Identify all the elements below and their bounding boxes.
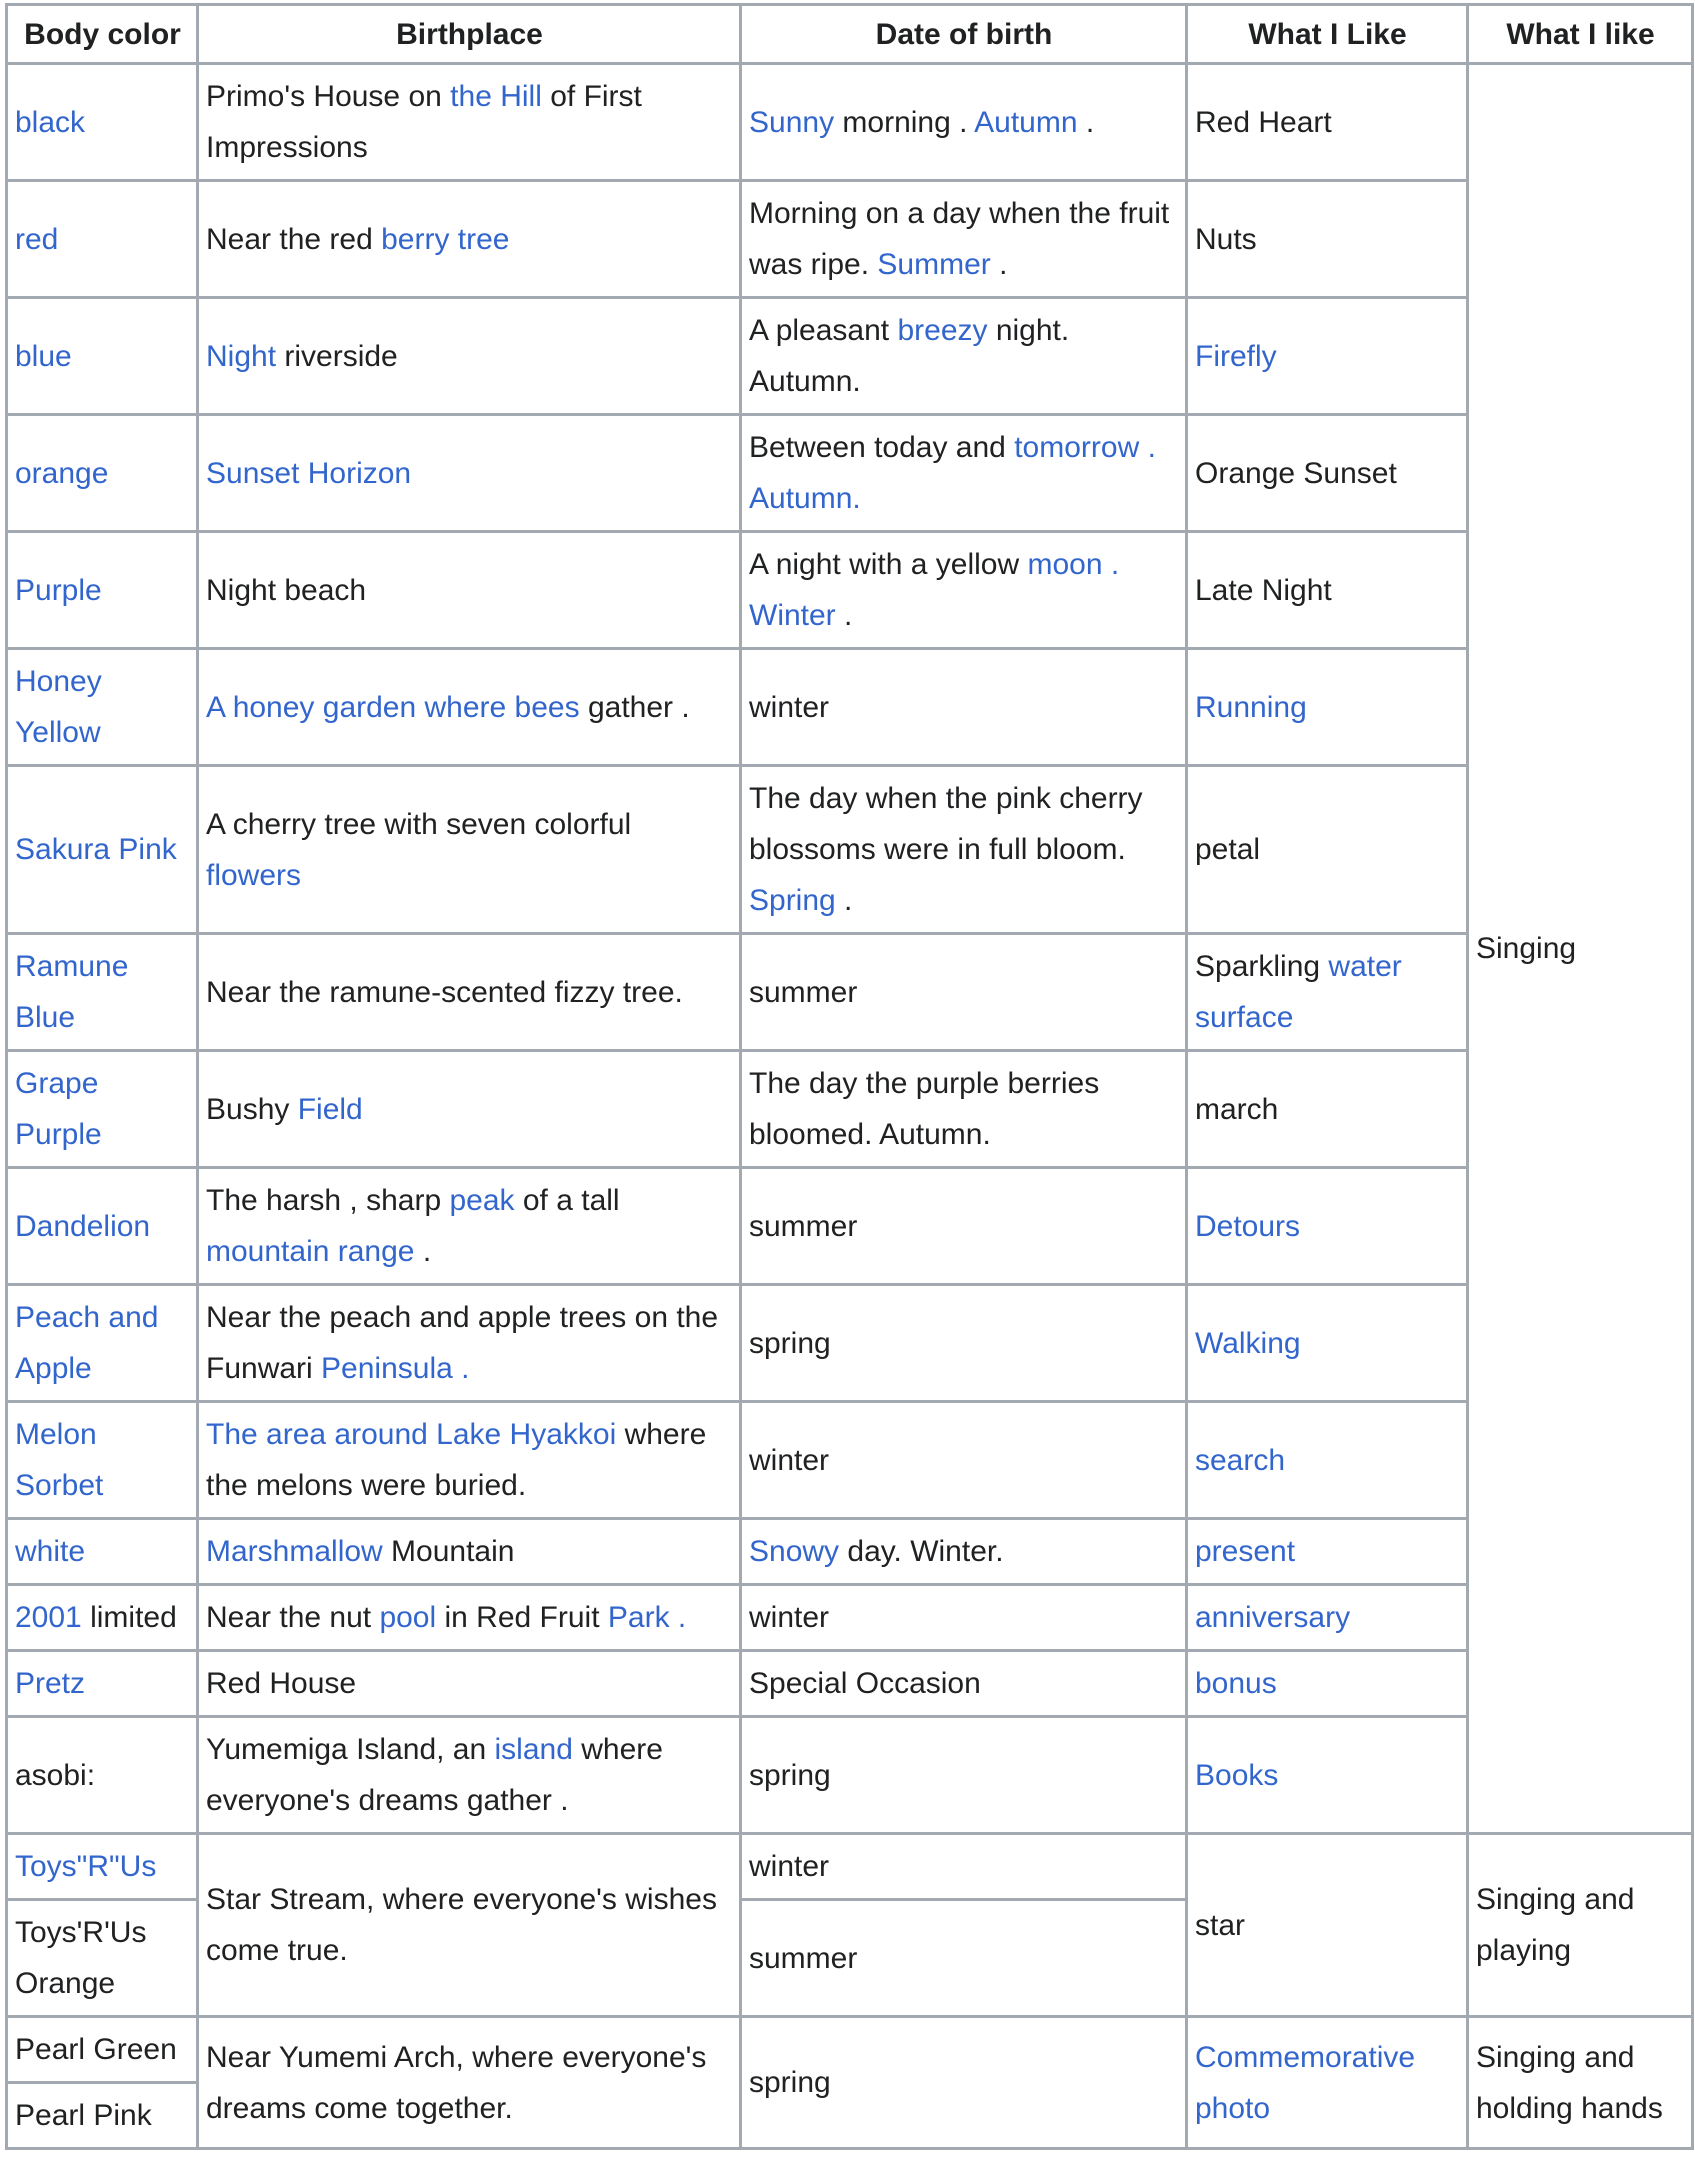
body-color-cell: [7, 1585, 198, 1651]
cell-link[interactable]: mountain range: [206, 1235, 415, 1268]
cell-link[interactable]: Night: [206, 339, 277, 373]
cell-text: gather .: [579, 690, 690, 724]
cell-text: winter: [749, 1443, 830, 1477]
birthplace-cell: [198, 766, 741, 934]
date-of-birth-cell: [741, 1834, 1187, 1900]
cell-link[interactable]: blue: [15, 339, 72, 373]
cell-text: Nuts: [1195, 222, 1257, 256]
cell-text: Morning on a day when the fruit was ripe.: [749, 197, 1170, 281]
body-color-cell: [7, 181, 198, 298]
cell-link[interactable]: Marshmallow: [206, 1535, 383, 1568]
cell-text: Yumemiga Island, an: [206, 1733, 495, 1766]
cell-link[interactable]: breezy: [897, 314, 988, 347]
cell-text: spring: [749, 2066, 831, 2099]
cell-link[interactable]: search: [1195, 1443, 1286, 1477]
cell-link[interactable]: flowers: [206, 858, 302, 892]
cell-link[interactable]: Pretz: [15, 1667, 86, 1700]
header-what-i-like-2: What I like: [1468, 5, 1693, 64]
cell-link[interactable]: water surface: [1195, 950, 1402, 1034]
what-i-like-cell: [1187, 1519, 1468, 1585]
cell-text: .: [414, 1235, 432, 1268]
body-color-cell: [7, 1051, 198, 1168]
what-i-like-cell: [1187, 532, 1468, 649]
cell-text: The harsh , sharp: [206, 1184, 450, 1217]
body-color-cell: [7, 934, 198, 1051]
cell-link[interactable]: Autumn: [974, 105, 1078, 139]
date-of-birth-cell: [741, 1519, 1187, 1585]
cell-link[interactable]: Purple: [15, 573, 102, 607]
cell-text: .: [1077, 105, 1095, 139]
what-i-like-cell: [1187, 1168, 1468, 1285]
date-of-birth-cell: [741, 415, 1187, 532]
cell-link[interactable]: tomorrow . Autumn.: [749, 431, 1156, 515]
cell-link[interactable]: Summer: [877, 248, 991, 281]
table-row: [7, 181, 1693, 298]
cell-link[interactable]: Running: [1195, 690, 1307, 724]
cell-text: Between today and: [749, 431, 1015, 464]
table-row: [7, 1585, 1693, 1651]
cell-text: summer: [749, 1941, 858, 1975]
cell-link[interactable]: Field: [297, 1092, 363, 1126]
cell-link[interactable]: Commemorative photo: [1195, 2040, 1416, 2125]
cell-link[interactable]: Dandelion: [15, 1209, 151, 1243]
birthplace-cell: [198, 1717, 741, 1834]
cell-link[interactable]: Melon Sorbet: [15, 1418, 104, 1502]
cell-text: spring: [749, 1326, 831, 1360]
date-of-birth-cell: [741, 766, 1187, 934]
cell-text: spring: [749, 1758, 831, 1792]
body-color-cell: [7, 766, 198, 934]
birthplace-cell: [198, 1168, 741, 1285]
cell-text: night. Autumn.: [749, 314, 1070, 398]
body-color-cell: [7, 1651, 198, 1717]
what-i-like-2-cell: [1468, 2017, 1693, 2149]
cell-link[interactable]: Grape Purple: [15, 1067, 102, 1151]
body-color-cell: [7, 1168, 198, 1285]
date-of-birth-cell: [741, 1285, 1187, 1402]
date-of-birth-cell: [741, 2017, 1187, 2149]
body-color-cell: [7, 649, 198, 766]
cell-text: Sparkling: [1195, 950, 1329, 983]
cell-link[interactable]: Ramune Blue: [15, 950, 129, 1034]
cell-text: where everyone's dreams gather .: [206, 1733, 663, 1817]
cell-text: of First Impressions: [206, 80, 642, 164]
date-of-birth-cell: [741, 1168, 1187, 1285]
body-color-cell: [7, 1285, 198, 1402]
cell-link[interactable]: present: [1195, 1535, 1296, 1568]
cell-text: Orange Sunset: [1195, 456, 1397, 490]
date-of-birth-cell: [741, 1402, 1187, 1519]
cell-link[interactable]: Books: [1195, 1758, 1279, 1792]
cell-link[interactable]: pool: [379, 1601, 437, 1634]
table-row: [7, 1051, 1693, 1168]
cell-text: The day when the pink cherry blossoms were in full bloom.: [749, 782, 1143, 866]
table-row: [7, 2017, 1693, 2083]
cell-text: Near the red: [206, 222, 382, 256]
cell-link[interactable]: Peach and Apple: [15, 1301, 159, 1385]
cell-text: Special Occasion: [749, 1667, 981, 1700]
cell-text: Red Heart: [1195, 105, 1332, 139]
cell-link[interactable]: moon . Winter: [749, 548, 1120, 632]
body-color-cell: [7, 1834, 198, 1900]
cell-link[interactable]: black: [15, 105, 86, 139]
what-i-like-cell: [1187, 2017, 1468, 2149]
cell-text: asobi:: [15, 1758, 96, 1792]
table-row: [7, 532, 1693, 649]
birthplace-cell: [198, 1834, 741, 2017]
table-row: [7, 1402, 1693, 1519]
cell-text: in Red Fruit: [436, 1601, 608, 1634]
birthplace-cell: [198, 1651, 741, 1717]
cell-link[interactable]: Snowy: [749, 1535, 840, 1568]
what-i-like-cell: [1187, 1717, 1468, 1834]
cell-text: Toys'R'Us Orange: [15, 1916, 147, 2000]
cell-text: Singing: [1476, 932, 1577, 965]
table-row: [7, 766, 1693, 934]
cell-link[interactable]: bonus: [1195, 1667, 1277, 1700]
cell-link[interactable]: island: [494, 1733, 573, 1766]
cell-link[interactable]: anniversary: [1195, 1601, 1351, 1634]
date-of-birth-cell: [741, 1717, 1187, 1834]
what-i-like-cell: [1187, 934, 1468, 1051]
cell-text: .: [990, 248, 1008, 281]
cell-text: Near the peach and apple trees on the Funwari: [206, 1301, 719, 1385]
what-i-like-cell: [1187, 1051, 1468, 1168]
cell-link[interactable]: Detours: [1195, 1209, 1301, 1243]
cell-link[interactable]: Sakura Pink: [15, 833, 177, 866]
body-color-cell: [7, 1900, 198, 2017]
what-i-like-cell: [1187, 1585, 1468, 1651]
date-of-birth-cell: [741, 64, 1187, 181]
cell-text: winter: [749, 1850, 830, 1883]
cell-text: Singing and playing: [1476, 1883, 1635, 1967]
cell-text: Primo's House on: [206, 80, 451, 113]
table-row: [7, 64, 1693, 181]
cell-text: Night beach: [206, 573, 367, 607]
cell-text: day. Winter.: [839, 1535, 1004, 1568]
cell-link[interactable]: Sunny: [749, 105, 835, 139]
cell-link[interactable]: Firefly: [1195, 339, 1277, 373]
cell-text: star: [1195, 1908, 1246, 1942]
birthplace-cell: [198, 934, 741, 1051]
header-what-i-like: What I Like: [1187, 5, 1468, 64]
birthplace-cell: [198, 1585, 741, 1651]
cell-link[interactable]: Park .: [607, 1601, 687, 1634]
cell-text: morning .: [834, 105, 975, 139]
header-row: [7, 5, 1693, 64]
birthplace-cell: [198, 298, 741, 415]
cell-text: Pearl Pink: [15, 2099, 152, 2132]
birthplace-cell: [198, 532, 741, 649]
what-i-like-cell: [1187, 766, 1468, 934]
what-i-like-2-cell: [1468, 1834, 1693, 2017]
what-i-like-cell: [1187, 298, 1468, 415]
cell-text: petal: [1195, 833, 1261, 866]
body-color-cell: [7, 298, 198, 415]
date-of-birth-cell: [741, 1900, 1187, 2017]
cell-text: A cherry tree with seven colorful: [206, 807, 632, 841]
date-of-birth-cell: [741, 181, 1187, 298]
cell-link[interactable]: The area around Lake Hyakkoi: [206, 1418, 617, 1451]
birthplace-cell: [198, 649, 741, 766]
cell-text: march: [1195, 1092, 1279, 1126]
birthplace-cell: [198, 1519, 741, 1585]
table-row: [7, 415, 1693, 532]
cell-text: Pearl Green: [15, 2033, 177, 2066]
cell-link[interactable]: the Hill: [450, 80, 542, 113]
cell-text: winter: [749, 1601, 830, 1634]
cell-text: winter: [749, 690, 830, 724]
cell-text: Red House: [206, 1667, 357, 1700]
table-row: [7, 298, 1693, 415]
date-of-birth-cell: [741, 532, 1187, 649]
cell-text: Near Yumemi Arch, where everyone's dreams come together.: [206, 2040, 707, 2125]
cell-link[interactable]: peak: [449, 1184, 515, 1217]
cell-link[interactable]: Sunset Horizon: [206, 456, 412, 490]
cell-link[interactable]: Spring: [749, 884, 836, 917]
body-color-cell: [7, 532, 198, 649]
cell-link[interactable]: Peninsula .: [321, 1352, 470, 1385]
what-i-like-cell: [1187, 181, 1468, 298]
cell-text: summer: [749, 1209, 858, 1243]
cell-link[interactable]: white: [15, 1535, 86, 1568]
birthplace-cell: [198, 1402, 741, 1519]
table-row: [7, 1834, 1693, 1900]
cell-text: where the melons were buried.: [206, 1418, 707, 1502]
table-row: [7, 1651, 1693, 1717]
cell-text: The day the purple berries bloomed. Autumn.: [749, 1067, 1100, 1151]
what-i-like-cell: [1187, 1834, 1468, 2017]
cell-text: Bushy: [206, 1092, 298, 1126]
body-color-cell: [7, 1402, 198, 1519]
cell-text: A pleasant: [749, 314, 898, 347]
cell-text: A night with a yellow: [749, 548, 1028, 581]
date-of-birth-cell: [741, 1585, 1187, 1651]
cell-text: summer: [749, 975, 858, 1009]
cell-link[interactable]: berry tree: [381, 222, 510, 256]
table-row: [7, 1717, 1693, 1834]
body-color-cell: [7, 415, 198, 532]
cell-text: .: [835, 599, 853, 632]
what-i-like-cell: [1187, 64, 1468, 181]
body-color-cell: [7, 1717, 198, 1834]
cell-text: Late Night: [1195, 573, 1332, 607]
what-i-like-cell: [1187, 415, 1468, 532]
cell-link[interactable]: orange: [15, 456, 109, 490]
header-birthplace: Birthplace: [198, 5, 741, 64]
date-of-birth-cell: [741, 649, 1187, 766]
date-of-birth-cell: [741, 1651, 1187, 1717]
date-of-birth-cell: [741, 934, 1187, 1051]
what-i-like-2-cell: [1468, 64, 1693, 1834]
body-color-cell: [7, 2083, 198, 2149]
body-color-cell: [7, 1519, 198, 1585]
date-of-birth-cell: [741, 298, 1187, 415]
birthplace-cell: [198, 1285, 741, 1402]
cell-link[interactable]: Walking: [1195, 1326, 1301, 1360]
header-body-color: Body color: [7, 5, 198, 64]
what-i-like-cell: [1187, 649, 1468, 766]
cell-link[interactable]: Honey Yellow: [15, 665, 102, 749]
what-i-like-cell: [1187, 1285, 1468, 1402]
cell-text: .: [835, 884, 853, 917]
cell-text: Mountain: [382, 1535, 515, 1568]
birthplace-cell: [198, 1051, 741, 1168]
birthplace-cell: [198, 181, 741, 298]
what-i-like-cell: [1187, 1402, 1468, 1519]
cell-text: riverside: [276, 339, 398, 373]
cell-link[interactable]: A honey garden where bees: [206, 690, 580, 724]
cell-link[interactable]: Toys"R"Us: [15, 1850, 157, 1883]
cell-text: Singing and holding hands: [1476, 2040, 1663, 2125]
body-color-cell: [7, 64, 198, 181]
birthplace-cell: [198, 415, 741, 532]
character-table: [5, 3, 1694, 2150]
cell-link[interactable]: 2001: [15, 1601, 82, 1634]
what-i-like-cell: [1187, 1651, 1468, 1717]
cell-link[interactable]: red: [15, 222, 59, 256]
birthplace-cell: [198, 64, 741, 181]
birthplace-cell: [198, 2017, 741, 2149]
table-row: [7, 1285, 1693, 1402]
header-date-of-birth: Date of birth: [741, 5, 1187, 64]
table-row: [7, 1168, 1693, 1285]
table-row: [7, 649, 1693, 766]
cell-text: Near the nut: [206, 1601, 380, 1634]
cell-text: Star Stream, where everyone's wishes come true.: [206, 1883, 717, 1967]
cell-text: Near the ramune-scented fizzy tree.: [206, 975, 683, 1009]
table-row: [7, 1519, 1693, 1585]
date-of-birth-cell: [741, 1051, 1187, 1168]
cell-text: limited: [81, 1601, 177, 1634]
table-row: [7, 934, 1693, 1051]
body-color-cell: [7, 2017, 198, 2083]
cell-text: of a tall: [514, 1184, 620, 1217]
